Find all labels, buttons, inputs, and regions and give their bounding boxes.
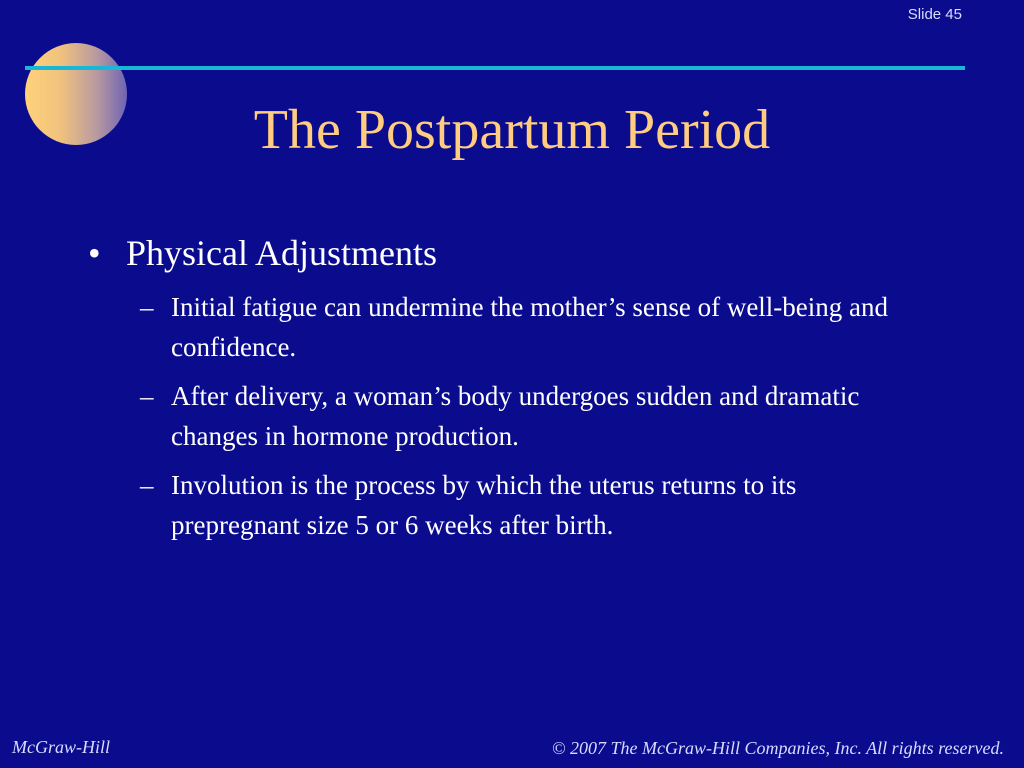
sub-bullet-marker: – <box>140 381 154 412</box>
sub-bullet-text: Initial fatigue can undermine the mother’s sense of well-being and confidence. <box>171 292 889 363</box>
bullet-text: Physical Adjustments <box>126 233 438 273</box>
sub-bullet-involution <box>140 465 948 545</box>
sub-bullet-marker: – <box>140 470 154 501</box>
sub-bullet-marker: – <box>140 292 154 323</box>
sub-bullet-hormones <box>140 376 948 456</box>
sub-bullet-text: Involution is the process by which the uterus returns to its prepregnant size 5 or 6 weeks after birth. <box>171 470 797 541</box>
slide-number: Slide 45 <box>907 6 962 23</box>
sub-bullet-text: After delivery, a woman’s body undergoes sudden and dramatic changes in hormone production. <box>171 381 860 452</box>
bullet-marker: • <box>88 233 101 273</box>
slide-content <box>88 232 948 554</box>
footer-publisher: McGraw-Hill <box>12 737 110 757</box>
sub-bullet-fatigue <box>140 287 948 367</box>
footer-copyright: © 2007 The McGraw-Hill Companies, Inc. All rights reserved. <box>551 738 1004 758</box>
bullet-physical-adjustments <box>88 232 948 275</box>
decorative-rule <box>25 66 965 70</box>
sub-bullet-list <box>88 287 948 545</box>
slide-title: The Postpartum Period <box>253 99 771 161</box>
